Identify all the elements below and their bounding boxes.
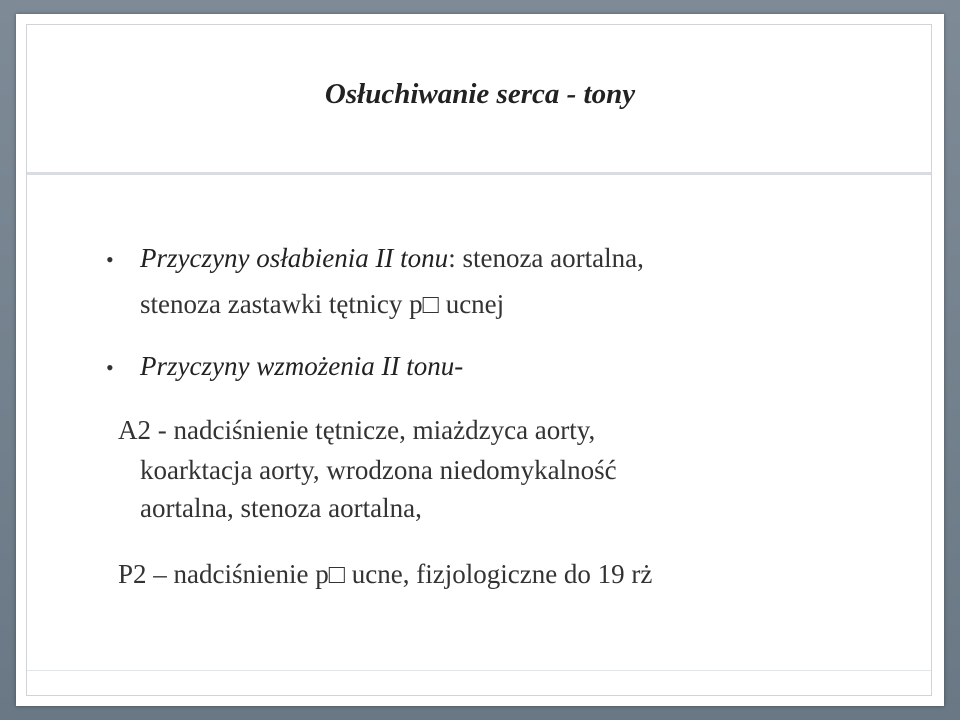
a2-line-2: koarktacja aorty, wrodzona niedomykalność bbox=[140, 455, 617, 485]
slide-title: Osłuchiwanie serca - tony bbox=[324, 78, 636, 110]
p2-line-1: P2 – nadciśnienie p□ ucne, fizjologiczne do 19 rż bbox=[118, 559, 653, 589]
bullet-icon: • bbox=[106, 247, 114, 272]
bullet-item-1-text: stenoza aortalna, bbox=[455, 243, 644, 273]
a2-line-1: A2 - nadciśnienie tętnicze, miażdzyca aorty, bbox=[118, 415, 596, 445]
slide-content bbox=[16, 14, 944, 706]
bullet-item-1-sep: : bbox=[448, 243, 456, 273]
slide bbox=[16, 14, 944, 706]
bullet-icon: • bbox=[106, 355, 114, 380]
bullet-item-2-sep: - bbox=[454, 351, 464, 381]
bullet-item-1-label: Przyczyny osłabienia II tonu bbox=[140, 243, 449, 273]
bullet-item-2 bbox=[140, 350, 463, 382]
a2-line-3: aortalna, stenoza aortalna, bbox=[140, 493, 422, 523]
bullet-item-2-label: Przyczyny wzmożenia II tonu bbox=[140, 351, 455, 381]
bullet-item-1-continuation: stenoza zastawki tętnicy p□ ucnej bbox=[140, 289, 505, 319]
bullet-item-1 bbox=[140, 242, 644, 274]
